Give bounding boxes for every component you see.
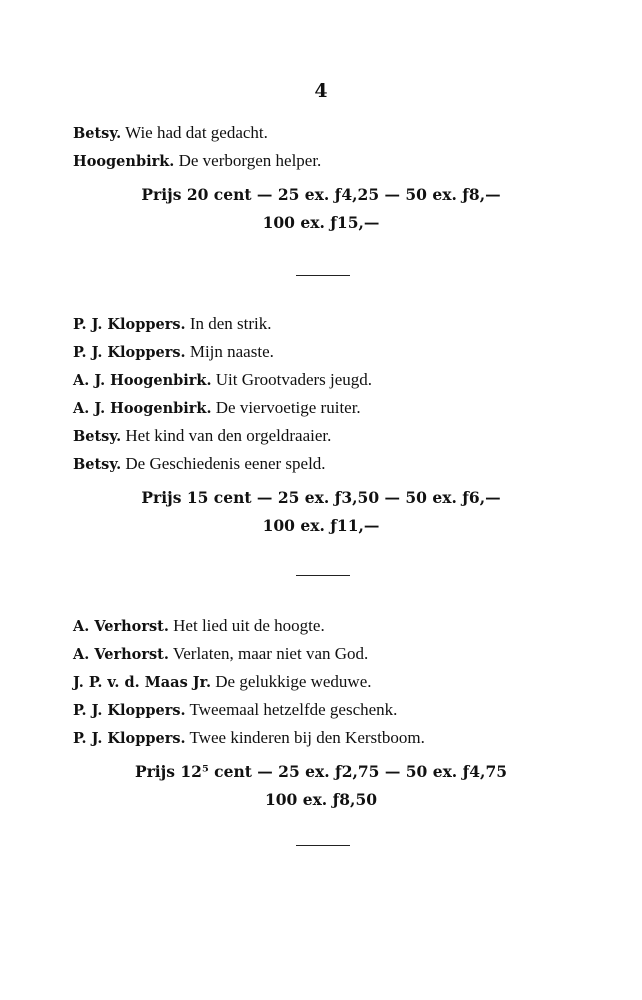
book-title: De verborgen helper. — [174, 151, 322, 170]
book-entry — [73, 422, 573, 450]
author: A. Verhorst. — [73, 646, 169, 663]
section-divider — [296, 845, 350, 846]
book-entry — [73, 119, 573, 147]
author: A. Verhorst. — [73, 618, 169, 635]
price-line: Prijs 12⁵ cent — 25 ex. ƒ2,75 — 50 ex. ƒ4,75 — [134, 762, 508, 781]
book-list — [73, 612, 573, 752]
book-title: Het kind van den orgeldraaier. — [121, 426, 332, 445]
price-line: Prijs 20 cent — 25 ex. ƒ4,25 — 50 ex. ƒ8,— — [141, 185, 501, 204]
author: P. J. Kloppers. — [73, 702, 186, 719]
price-line: 100 ex. ƒ15,— — [262, 213, 380, 232]
book-entry — [73, 310, 573, 338]
section-divider — [296, 275, 350, 276]
price-line: 100 ex. ƒ11,— — [262, 516, 380, 535]
book-list — [73, 310, 573, 478]
book-title: De viervoetige ruiter. — [211, 398, 361, 417]
book-entry — [73, 450, 573, 478]
book-title: Wie had dat gedacht. — [121, 123, 268, 142]
book-title: De gelukkige weduwe. — [211, 672, 372, 691]
author: J. P. v. d. Maas Jr. — [73, 674, 211, 691]
author: Betsy. — [73, 456, 122, 473]
book-title: Tweemaal hetzelfde geschenk. — [185, 700, 398, 719]
book-title: Het lied uit de hoogte. — [168, 616, 325, 635]
price-line: Prijs 15 cent — 25 ex. ƒ3,50 — 50 ex. ƒ6,— — [141, 488, 501, 507]
author: P. J. Kloppers. — [73, 730, 186, 747]
book-entry — [73, 640, 573, 668]
page-number: 4 — [314, 80, 328, 102]
book-title: Twee kinderen bij den Kerstboom. — [185, 728, 425, 747]
book-entry — [73, 394, 573, 422]
author: Hoogenbirk. — [73, 153, 175, 170]
author: A. J. Hoogenbirk. — [73, 372, 212, 389]
book-entry — [73, 668, 573, 696]
book-entry — [73, 612, 573, 640]
price-line: 100 ex. ƒ8,50 — [264, 790, 378, 809]
author: Betsy. — [73, 125, 122, 142]
author: P. J. Kloppers. — [73, 344, 186, 361]
book-title: De Geschiedenis eener speld. — [121, 454, 326, 473]
book-title: Uit Grootvaders jeugd. — [211, 370, 373, 389]
book-list — [73, 119, 573, 175]
author: Betsy. — [73, 428, 122, 445]
book-title: Mijn naaste. — [185, 342, 274, 361]
author: P. J. Kloppers. — [73, 316, 186, 333]
book-entry — [73, 366, 573, 394]
book-entry — [73, 696, 573, 724]
section-divider — [296, 575, 350, 576]
book-entry — [73, 147, 573, 175]
book-entry — [73, 338, 573, 366]
book-title: Verlaten, maar niet van God. — [168, 644, 369, 663]
book-entry — [73, 724, 573, 752]
book-title: In den strik. — [185, 314, 272, 333]
author: A. J. Hoogenbirk. — [73, 400, 212, 417]
